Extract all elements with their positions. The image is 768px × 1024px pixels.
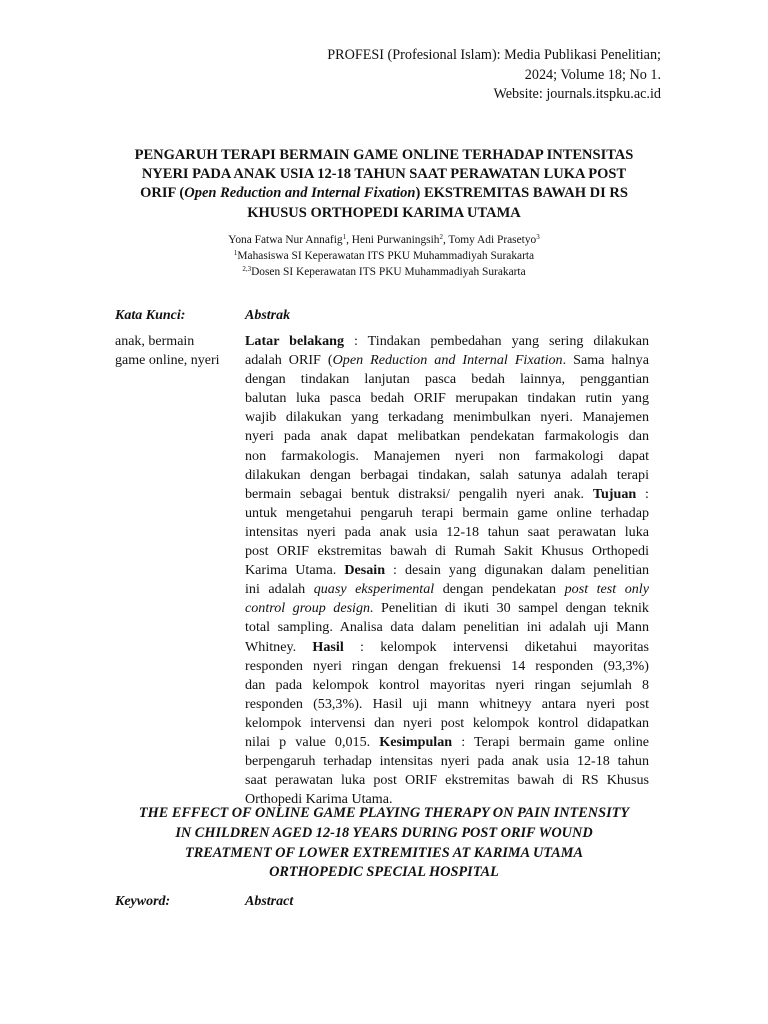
- author-names: [108, 233, 660, 249]
- abstract-line: [245, 561, 649, 580]
- abstract-text: : desain yang digunakan dalam penelitian: [385, 562, 649, 579]
- abstract-line: wajib dilakukan yang terkadang menimbulkan nyeri. Manajemen: [245, 409, 649, 426]
- abstract-italic-term: Open Reduction and Internal Fixation: [332, 352, 563, 369]
- abstract-line: berpengaruh terhadap intensitas nyeri pada anak usia 12-18 tahun: [245, 753, 649, 770]
- title-italic-term: Open Reduction and Internal Fixation: [184, 185, 416, 202]
- abstract-italic-term: quasy eksperimental: [313, 581, 435, 598]
- abstract-line: nyeri pada anak dapat melibatkan pendekatan farmakologis dan: [245, 428, 649, 445]
- title-line-1: PENGARUH TERAPI BERMAIN GAME ONLINE TERHADAP INTENSITAS: [134, 147, 634, 163]
- abstract-line: untuk mengetahui pengaruh terapi bermain game online terhadap: [245, 504, 649, 521]
- abstract-line: saat perawatan luka post ORIF ekstremitas bawah di RS Khusus: [245, 772, 649, 789]
- affiliation-2: [108, 265, 660, 281]
- abstract-line: [245, 599, 649, 618]
- section-label-results: Hasil: [312, 638, 344, 655]
- abstract-text: bermain sebagai bentuk distraksi/ pengalih nyeri anak.: [245, 485, 593, 502]
- abstract-line: intensitas nyeri pada anak usia 12-18 tahun saat perawatan luka: [245, 523, 649, 540]
- abstract-text: nilai p value 0,015.: [245, 733, 380, 750]
- journal-issue: 2024; Volume 18; No 1.: [524, 66, 661, 83]
- abstract-text: adalah ORIF (: [245, 352, 333, 369]
- journal-name: PROFESI (Profesional Islam): Media Publikasi Penelitian;: [327, 47, 661, 63]
- abstract-line: total sampling. Analisa data dalam penelitian ini adalah uji Mann: [245, 619, 649, 636]
- abstract-italic-term: control group design.: [245, 600, 374, 617]
- abstract-text: . Sama halnya: [562, 352, 649, 369]
- english-title-line-4: ORTHOPEDIC SPECIAL HOSPITAL: [269, 864, 499, 881]
- keywords-heading: Kata Kunci:: [115, 308, 186, 323]
- section-label-objective: Tujuan: [592, 485, 637, 502]
- abstract-line: [245, 580, 649, 599]
- abstract-text: : kelompok intervensi diketahui mayoritas: [343, 638, 649, 655]
- english-title-line-2: IN CHILDREN AGED 12-18 YEARS DURING POST ORIF WOUND: [175, 824, 593, 841]
- author-name: , Heni Purwaningsih: [346, 234, 440, 246]
- abstract-line: balutan luka pasca bedah ORIF merupakan tindakan rutin yang: [245, 390, 649, 407]
- abstract-line: [245, 733, 649, 752]
- journal-website: Website: journals.itspku.ac.id: [493, 86, 661, 102]
- abstract-text: Karima Utama.: [245, 562, 345, 579]
- section-label-background: Latar belakang: [245, 333, 345, 349]
- abstract-text: ini adalah: [245, 581, 314, 598]
- affiliation-text: Dosen SI Keperawatan ITS PKU Muhammadiyah Surakarta: [251, 265, 526, 278]
- abstract-text: Penelitian di ikuti 30 sampel dengan teknik: [373, 600, 649, 617]
- affiliation-1: [108, 249, 660, 265]
- abstract-line: Orthopedi Karima Utama.: [245, 791, 393, 808]
- section-label-conclusion: Kesimpulan: [379, 733, 453, 750]
- abstract-line: dan pada kelompok kontrol mayoritas nyeri ringan sejumlah 8: [245, 676, 649, 693]
- abstract-line: non farmakologis. Manajemen nyeri non farmakologi dapat: [245, 447, 649, 464]
- affiliation-text: Mahasiswa SI Keperawatan ITS PKU Muhammadiyah Surakarta: [237, 249, 535, 262]
- article-title: [108, 146, 660, 223]
- abstract-line: [245, 351, 649, 370]
- title-line-4: KHUSUS ORTHOPEDI KARIMA UTAMA: [247, 204, 521, 221]
- author-affiliation-mark: 1: [342, 233, 347, 241]
- abstract-heading: Abstrak: [245, 308, 291, 323]
- affiliation-mark: 1: [233, 248, 238, 257]
- abstract-line: [245, 332, 649, 351]
- abstract-line: responden (53,3%). Hasil uji mann whitneyy antara nyeri post: [245, 695, 649, 712]
- keywords-list: [115, 332, 233, 370]
- english-title-line-1: THE EFFECT OF ONLINE GAME PLAYING THERAPY ON PAIN INTENSITY: [138, 805, 630, 821]
- author-name: Yona Fatwa Nur Annafig: [228, 234, 343, 246]
- abstract-text: :: [636, 485, 649, 502]
- title-text: ORIF (: [140, 185, 185, 202]
- affiliation-mark: 2,3: [242, 264, 252, 273]
- author-name: , Tomy Adi Prasetyo: [442, 234, 537, 246]
- english-keyword-heading: Keyword:: [115, 894, 171, 909]
- abstract-text: : Terapi bermain game online: [452, 733, 649, 750]
- abstract-italic-term: post test only: [564, 581, 649, 598]
- abstract-line: dengan tindakan lanjutan pasca bedah lainnya, penggantian: [245, 371, 649, 388]
- english-title: [108, 804, 660, 883]
- abstract-text: Whitney.: [245, 638, 313, 655]
- abstract-line: kelompok intervensi dan nyeri post kelompok kontrol didapatkan: [245, 714, 649, 731]
- english-abstract-heading: Abstract: [245, 894, 294, 909]
- abstract-line: [245, 485, 649, 504]
- author-affiliation-mark: 3: [536, 233, 540, 241]
- keywords-line-2: game online, nyeri: [115, 353, 220, 369]
- title-line-3: [108, 184, 660, 203]
- abstract-line: responden nyeri ringan dengan frekuensi 14 responden (93,3%): [245, 657, 649, 674]
- section-label-design: Desain: [344, 562, 386, 579]
- english-title-line-3: TREATMENT OF LOWER EXTREMITIES AT KARIMA UTAMA: [184, 844, 584, 861]
- author-affiliation-mark: 2: [439, 233, 443, 241]
- abstract-text: dengan pendekatan: [434, 581, 565, 598]
- title-text: ) EKSTREMITAS BAWAH DI RS: [415, 185, 628, 202]
- abstract-text: : Tindakan pembedahan yang sering dilakukan: [344, 333, 649, 349]
- abstract-body: [245, 332, 649, 809]
- author-block: [108, 233, 660, 280]
- abstract-line: dilakukan dengan berbagai tindakan, salah satunya adalah terapi: [245, 466, 649, 483]
- keywords-line-1: anak, bermain: [115, 334, 195, 349]
- journal-header: [327, 46, 661, 105]
- abstract-line: [245, 638, 649, 657]
- abstract-line: post ORIF ekstremitas bawah di Rumah Sakit Khusus Orthopedi: [245, 543, 649, 560]
- title-line-2: NYERI PADA ANAK USIA 12-18 TAHUN SAAT PERAWATAN LUKA POST: [141, 166, 627, 183]
